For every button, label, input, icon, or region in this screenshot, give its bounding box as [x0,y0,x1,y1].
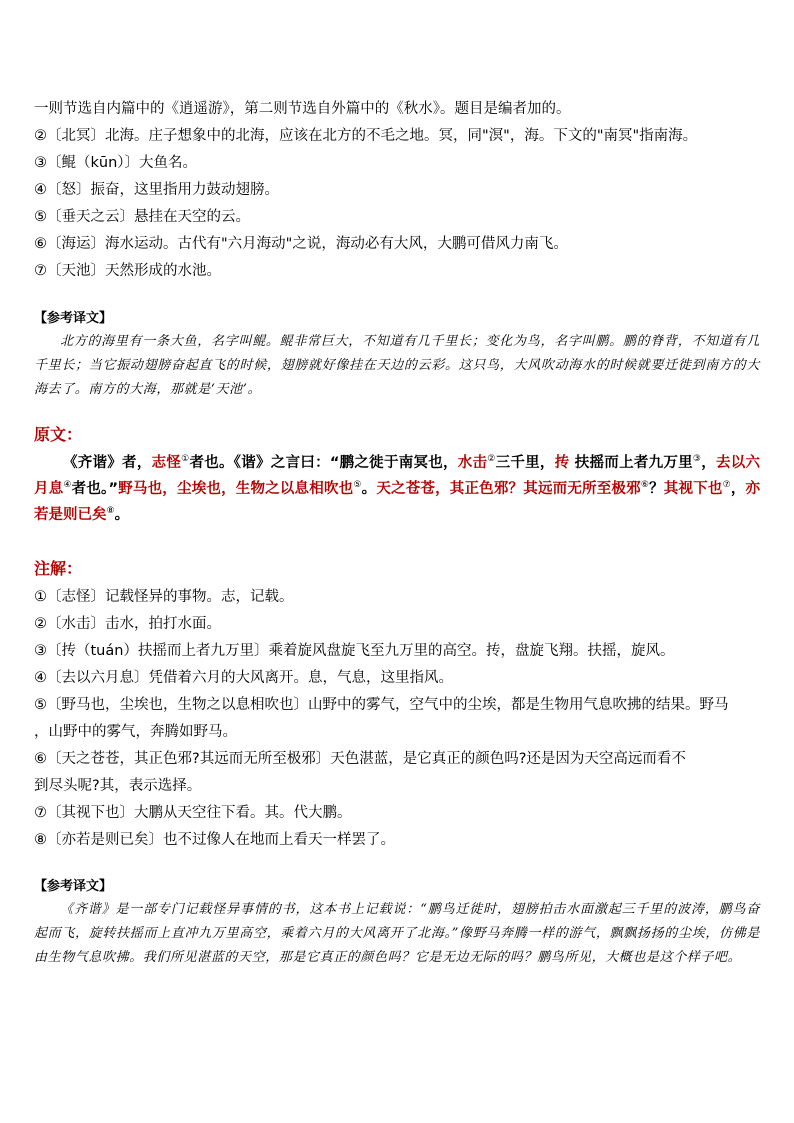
annotation-line: ②〔水击〕击水，拍打水面。 [34,616,221,632]
annotation-line: ⑥〔天之苍苍，其正色邪?其远而无所至极邪〕天色湛蓝，是它真正的颜色吗?还是因为天空高远而看不 [34,751,686,767]
document-page [34,96,760,970]
annotations-heading: 注解： [34,559,83,578]
highlighted-phrase: 其视下也 [663,481,723,497]
original-section [34,420,760,528]
original-segment: ， [701,455,716,471]
original-segment: 。 [114,507,130,523]
footnote-marker: ③ [692,454,702,465]
original-segment: 者也。《谐》之言曰：“鹏之徙于南冥也， [189,455,458,471]
note-line: ⑤〔垂天之云〕悬挂在天空的云。 [34,209,250,225]
original-segment: 。 [361,481,377,497]
translation-heading: 【参考译文】 [34,879,113,894]
annotation-line: ，山野中的雾气，奔腾如野马。 [34,724,237,740]
note-line: ③〔鲲（kūn）〕大鱼名。 [34,155,198,171]
annotation-line: 到尽头呢?其，表示选择。 [34,778,202,794]
annotation-line: ①〔志怪〕记载怪异的事物。志，记载。 [34,589,294,605]
footnote-marker: ⑦ [722,480,731,491]
translation-text: 《齐谐》是一部专门记载怪异事情的书，这本书上记载说：“鹏鸟迁徙时，翅膀拍击水面激起三千里的波涛，鹏鸟奋起而飞，旋转扶摇而上直冲九万里高空，乘着六月的大风离开了北海。”像野马奔腾一样的游气，飘飘扬扬的尘埃，仿佛是由生物气息吹拂。我们所见湛蓝的天空，那是它真正的颜色吗？它是无边无际的吗？鹏鸟所见，大概也是这个样子吧。 [34,902,760,965]
note-line: ⑦〔天池〕天然形成的水池。 [34,263,221,279]
annotation-line: ⑤〔野马也，尘埃也，生物之以息相吹也〕山野中的雾气，空气中的尘埃，都是生物用气息吹拂的结果。野马 [34,697,729,713]
highlighted-phrase: 志怪 [151,455,182,471]
note-line: 一则节选自内篇中的《逍遥游》，第二则节选自外篇中的《秋水》。题目是编者加的。 [34,101,571,117]
original-segment: 者也。” [71,481,119,497]
footnote-marker: ④ [63,480,72,491]
annotation-line: ③〔抟（tuán）扶摇而上者九万里〕乘着旋风盘旋飞至九万里的高空。抟，盘旋飞翔。扶摇，旋风。 [34,643,675,659]
notes-top [34,96,760,285]
highlighted-phrase: 亦若是则已矣 [34,481,761,523]
translation-heading: 【参考译文】 [34,311,113,326]
footnote-marker: ⑥ [640,480,650,491]
footnote-marker: ⑤ [353,480,362,491]
footnote-marker: ⑧ [106,506,115,517]
original-text [34,450,760,528]
footnote-marker: ② [487,454,496,465]
highlighted-phrase: 去以六月息 [34,455,761,497]
highlighted-phrase: 水击 [457,455,488,471]
translation-section-2 [34,876,760,970]
annotations-section [34,554,760,854]
original-segment: 三千里， [495,455,555,471]
note-line: ②〔北冥〕北海。庄子想象中的北海，应该在北方的不毛之地。冥，同"溟"，海。下文的"南冥"指南海。 [34,128,698,144]
annotation-line: ⑦〔其视下也〕大鹏从天空往下看。其。代大鹏。 [34,805,352,821]
translation-text: 北方的海里有一条大鱼，名字叫鲲。鲲非常巨大，不知道有几千里长；变化为鸟，名字叫鹏。鹏的脊背，不知道有几千里长；当它振动翅膀奋起直飞的时候，翅膀就好像挂在天边的云彩。这只鸟，大风吹动海水的时候就要迁徙到南方的大海去了。南方的大海，那就是‘天池’。 [34,334,760,397]
translation-section-1 [34,308,760,402]
annotation-line: ④〔去以六月息〕凭借着六月的大风离开。息，气息，这里指风。 [34,670,453,686]
note-line: ④〔怒〕振奋，这里指用力鼓动翅膀。 [34,182,279,198]
highlighted-phrase: 抟 [554,455,570,471]
original-heading: 原文： [34,425,83,444]
highlighted-phrase: 天之苍苍，其正色邪？其远而无所至极邪 [376,481,641,497]
highlighted-phrase: 野马也，尘埃也，生物之以息相吹也 [118,481,354,497]
original-segment: 《齐谐》者， [63,455,152,471]
annotation-line: ⑧〔亦若是则已矣〕也不过像人在地而上看天一样罢了。 [34,832,395,848]
note-line: ⑥〔海运〕海水运动。古代有"六月海动"之说，海动必有大风，大鹏可借风力南飞。 [34,236,568,252]
footnote-marker: ① [181,454,190,465]
original-segment: ， [730,481,746,497]
original-segment: ？ [649,481,664,497]
original-segment: 扶摇而上者九万里 [569,455,693,471]
